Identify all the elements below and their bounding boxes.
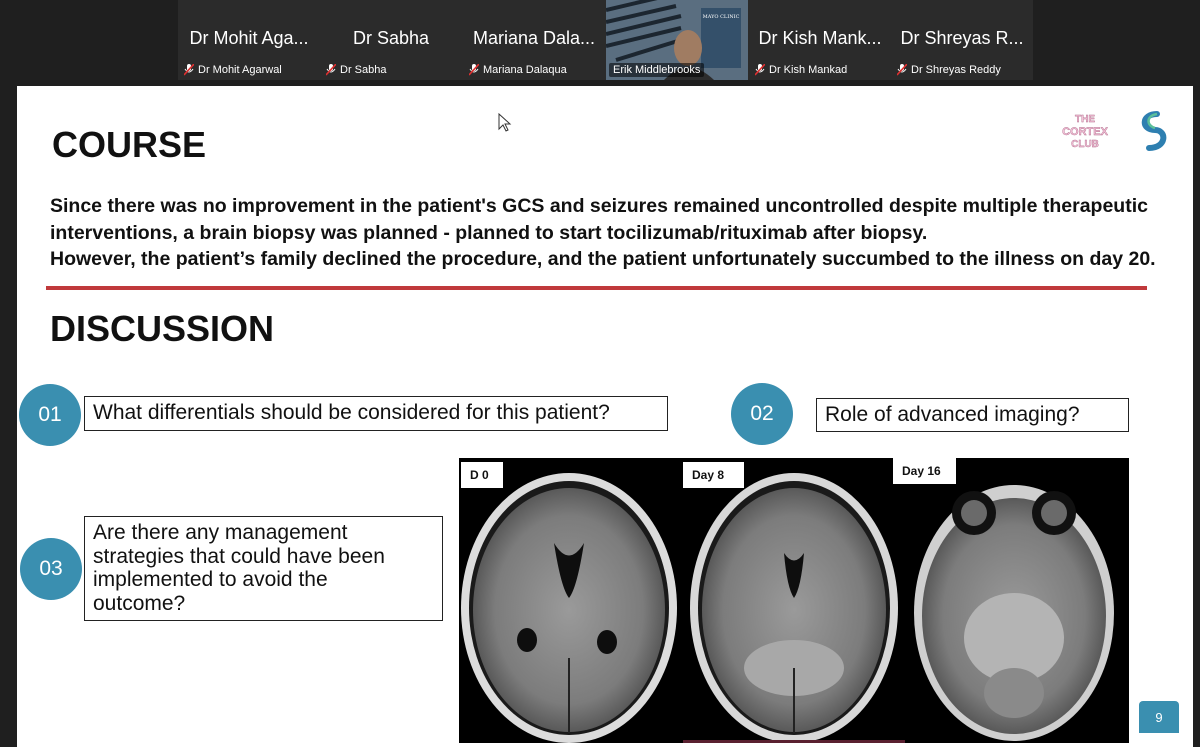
participant-label — [184, 64, 282, 76]
question-line: Are there any management — [93, 521, 348, 544]
question-line: implemented to avoid the — [93, 568, 328, 591]
mri-scan-day0 — [461, 473, 677, 743]
mri-scan-day16 — [914, 485, 1114, 741]
participant-tile[interactable] — [463, 0, 605, 80]
svg-text:CORTEX: CORTEX — [1062, 126, 1108, 138]
participant-label — [326, 64, 386, 76]
mic-muted-icon — [755, 64, 765, 76]
participant-label — [609, 63, 704, 77]
mri-scans — [459, 458, 1129, 743]
participant-full-name: Dr Mohit Agarwal — [198, 64, 282, 76]
mic-muted-icon — [184, 64, 194, 76]
svg-text:CLUB: CLUB — [1071, 139, 1099, 150]
mri-label: Day 8 — [683, 462, 744, 488]
participant-display-name: Mariana Dala... — [472, 28, 596, 48]
participant-display-name: Dr Shreyas R... — [900, 28, 1024, 48]
course-paragraph — [50, 193, 1160, 273]
participant-strip — [178, 0, 1033, 80]
mic-muted-icon — [897, 64, 907, 76]
question-box — [84, 516, 443, 621]
participant-label — [897, 64, 1001, 76]
slide-page-number: 9 — [1139, 701, 1179, 733]
video-logo-text: MAYO CLINIC — [702, 14, 740, 20]
mri-label: D 0 — [461, 462, 503, 488]
participant-label — [469, 64, 567, 76]
participant-display-name: Dr Sabha — [352, 28, 430, 48]
mri-image-panel — [459, 458, 1129, 743]
question-line: strategies that could have been — [93, 544, 385, 568]
question-number-badge: 02 — [731, 383, 793, 445]
participant-full-name: Erik Middlebrooks — [613, 64, 701, 76]
mri-label: Day 16 — [893, 458, 956, 484]
participant-label — [755, 64, 847, 76]
mri-scan-day8 — [690, 473, 898, 743]
participant-tile[interactable] — [320, 0, 462, 80]
section-divider — [46, 286, 1147, 290]
discussion-heading: DISCUSSION — [50, 308, 275, 349]
participant-tile[interactable] — [178, 0, 320, 80]
mic-muted-icon — [469, 64, 479, 76]
course-heading: COURSE — [52, 124, 207, 165]
participant-tile[interactable] — [749, 0, 891, 80]
svg-text:THE: THE — [1075, 114, 1095, 125]
question-number-badge: 01 — [19, 384, 81, 446]
question-number-badge: 03 — [20, 538, 82, 600]
participant-full-name: Mariana Dalaqua — [483, 64, 567, 76]
paragraph-line: However, the patient’s family declined the procedure, and the patient unfortunately succumbed to the illness on day 20. — [50, 248, 1156, 270]
participant-display-name: Dr Mohit Aga... — [189, 28, 309, 48]
shared-slide — [17, 86, 1193, 747]
mouse-cursor-icon — [498, 113, 512, 133]
mic-muted-icon — [326, 64, 336, 76]
participant-display-name: Dr Kish Mank... — [758, 28, 882, 48]
paragraph-line: interventions, a brain biopsy was planned - planned to start tocilizumab/rituximab after biopsy. — [50, 221, 928, 244]
participant-tile[interactable] — [891, 0, 1033, 80]
participant-full-name: Dr Sabha — [340, 64, 387, 76]
participant-full-name: Dr Shreyas Reddy — [911, 64, 1001, 76]
question-box: What differentials should be considered for this patient? — [84, 396, 668, 431]
cortex-club-logo — [1053, 108, 1173, 154]
paragraph-line: Since there was no improvement in the patient's GCS and seizures remained uncontrolled despite multiple therapeutic — [50, 195, 1148, 217]
question-line: outcome? — [93, 591, 186, 615]
participant-video-tile[interactable] — [606, 0, 748, 80]
question-box: Role of advanced imaging? — [816, 398, 1129, 432]
participant-full-name: Dr Kish Mankad — [769, 64, 848, 76]
